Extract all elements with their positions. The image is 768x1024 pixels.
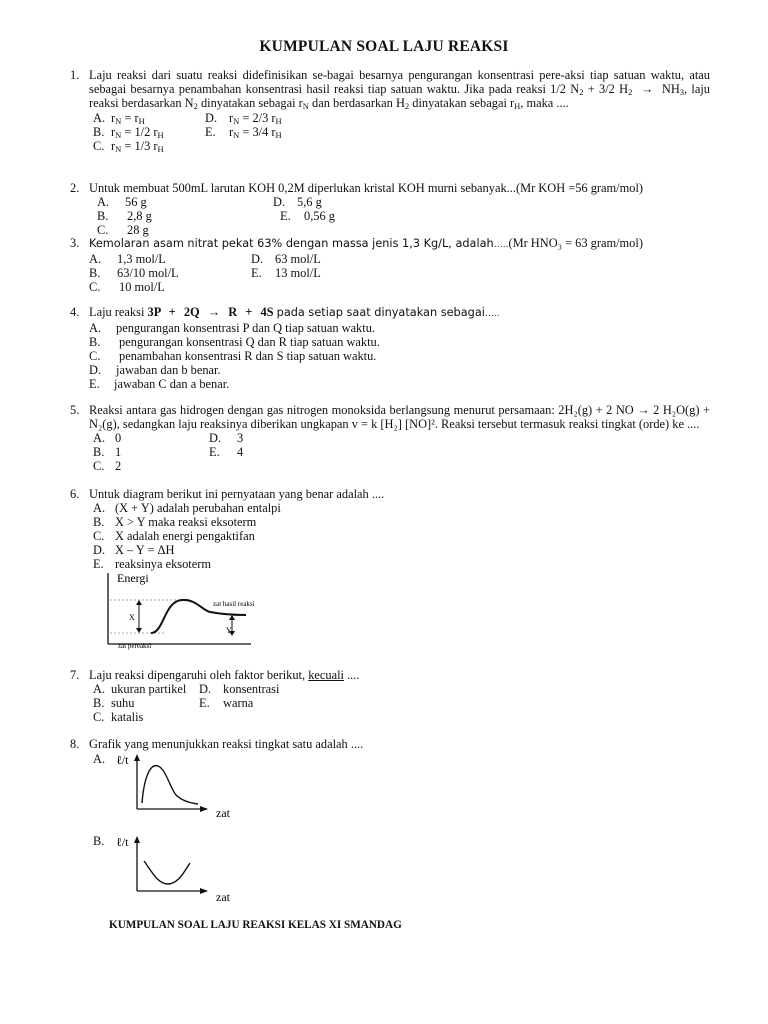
option-row: C. $r_N = 1/3$ $r_H$	[93, 138, 164, 154]
option-row: B. suhu E. warna	[93, 696, 254, 711]
graph-b-ylabel: ℓ/t	[116, 835, 129, 849]
question-number: 2.	[70, 181, 80, 195]
options	[89, 321, 710, 391]
energy-diagram	[96, 568, 276, 652]
question-7	[70, 668, 710, 724]
option-row: A. (X + Y) adalah perubahan entalpi	[93, 501, 281, 516]
graph-a-curve	[142, 766, 198, 804]
graph-b-x-arrow	[200, 888, 208, 894]
x-label: X	[129, 613, 135, 622]
question-stem: Untuk diagram berikut ini pernyataan yang benar adalah ....	[89, 487, 385, 501]
graph-b	[112, 830, 242, 908]
question-stem: Laju reaksi dari suatu reaksi didefinisikan se-bagai besarnya pengurangan konsentrasi pere-aksi tiap satuan waktu, atau sebagai besarnya penambahan konsentrasi hasil reaksi tiap satuan waktu. Jika pada reaksi 1/2 $N_2 + 3/2$ $H_2 \to NH_3$, laju reaksi berdasarkan $N_2$ dinyatakan sebagai $r_N$ dan berdasarkan $H_2$ dinyatakan sebagai $r_H$, maka ....	[89, 68, 710, 112]
question-number: 4.	[70, 305, 80, 319]
question-number: 3.	[70, 236, 80, 250]
reactant-label: zat pereaksi	[118, 642, 152, 650]
diagram-ylabel: Energi	[117, 571, 149, 585]
graph-a-xlabel: zat	[216, 806, 230, 820]
option-row: B. 2,8 g E. 0,56 g	[97, 209, 335, 224]
option-row: E. reaksinya eksoterm	[93, 557, 211, 572]
question-3	[70, 236, 710, 294]
option-row: C. katalis	[93, 710, 144, 725]
graph-a-ylabel: ℓ/t	[116, 753, 129, 767]
reaction-equation: 3P + 2Q → R + 4S	[147, 305, 274, 319]
question-number: 7.	[70, 668, 80, 682]
question-stem: Untuk membuat 500mL larutan KOH 0,2M diperlukan kristal KOH murni sebanyak...(Mr KOH =56 gram/mol)	[89, 181, 644, 195]
option-row: C. X adalah energi pengaktifan	[93, 529, 255, 544]
question-stem: Laju reaksi 3P + 2Q → R + 4S pada setiap saat dinyatakan sebagai…..	[89, 305, 500, 319]
option-row: B. pengurangan konsentrasi Q dan R tiap satuan waktu.	[89, 335, 380, 350]
question-stem: Grafik yang menunjukkan reaksi tingkat satu adalah ....	[89, 737, 364, 751]
product-label: zat hasil reaksi	[213, 600, 255, 608]
graph-a-y-arrow	[134, 754, 140, 761]
options	[93, 111, 710, 153]
option-row: C. 2	[93, 459, 122, 474]
option-row: B. X > Y maka reaksi eksoterm	[93, 515, 257, 530]
option-row: C. 10 mol/L	[89, 280, 165, 295]
graph-b-y-arrow	[134, 836, 140, 843]
graph-b-curve	[144, 861, 190, 884]
y-label: Y	[226, 626, 232, 635]
option-row: C. 28 g	[97, 223, 149, 238]
option-row: E. jawaban C dan a benar.	[89, 377, 230, 392]
graph-a-option-letter: A.	[93, 752, 106, 766]
option-row: D. jawaban dan b benar.	[89, 363, 221, 378]
page-title: KUMPULAN SOAL LAJU REAKSI	[259, 38, 509, 55]
options	[93, 431, 710, 473]
option-row: C. penambahan konsentrasi R dan S tiap satuan waktu.	[89, 349, 377, 364]
option-row: B. 1 E. 4	[93, 445, 244, 460]
question-stem: Reaksi antara gas hidrogen dengan gas nitrogen monoksida berlangsung menurut persamaan: 2H₂(g) + 2 NO → 2 H₂O(g) + N₂(g), sedangkan laju reaksinya diberikan ungkapan v = k [H₂] [NO]². Reaksi tersebut termasuk reaksi tingkat (orde) ke ....	[89, 403, 710, 432]
question-4	[70, 305, 710, 391]
options	[89, 252, 710, 294]
question-6	[70, 487, 710, 571]
page-footer: KUMPULAN SOAL LAJU REAKSI KELAS XI SMANDAG	[109, 919, 402, 931]
question-stem: Kemolaran asam nitrat pekat 63% dengan massa jenis 1,3 Kg/L, adalah…..(Mr HNO₃ = 63 gram/mol)	[89, 236, 643, 250]
question-number: 6.	[70, 487, 80, 501]
option-row: A. ukuran partikel D. konsentrasi	[93, 682, 280, 697]
option-row: A. 0 D. 3	[93, 431, 244, 446]
option-row: B. $r_N = 1/2$ $r_H$ E. $r_N = 3/4$ $r_H$	[93, 124, 282, 140]
options	[93, 682, 710, 724]
option-row: A. pengurangan konsentrasi P dan Q tiap satuan waktu.	[89, 321, 375, 336]
question-1	[70, 68, 710, 153]
option-row: B. 63/10 mol/L E. 13 mol/L	[89, 266, 321, 281]
question-2	[70, 181, 710, 237]
graph-b-xlabel: zat	[216, 890, 230, 904]
question-number: 5.	[70, 403, 80, 417]
question-stem: Laju reaksi dipengaruhi oleh faktor berikut, kecuali ....	[89, 668, 360, 682]
option-row: A. 56 g D. 5,6 g	[97, 195, 322, 210]
option-row: D. X – Y = ΔH	[93, 543, 175, 558]
options	[93, 501, 710, 571]
graph-b-option-letter: B.	[93, 834, 105, 848]
question-5	[70, 403, 710, 473]
graph-a	[112, 748, 242, 826]
graph-a-x-arrow	[200, 806, 208, 812]
option-row: A. 1,3 mol/L D. 63 mol/L	[89, 252, 321, 267]
options	[97, 195, 710, 237]
option-row: A. $r_N = r_H$ D. $r_N = 2/3$ $r_H$	[93, 110, 282, 126]
question-number: 8.	[70, 737, 80, 751]
question-number: 1.	[70, 68, 80, 82]
